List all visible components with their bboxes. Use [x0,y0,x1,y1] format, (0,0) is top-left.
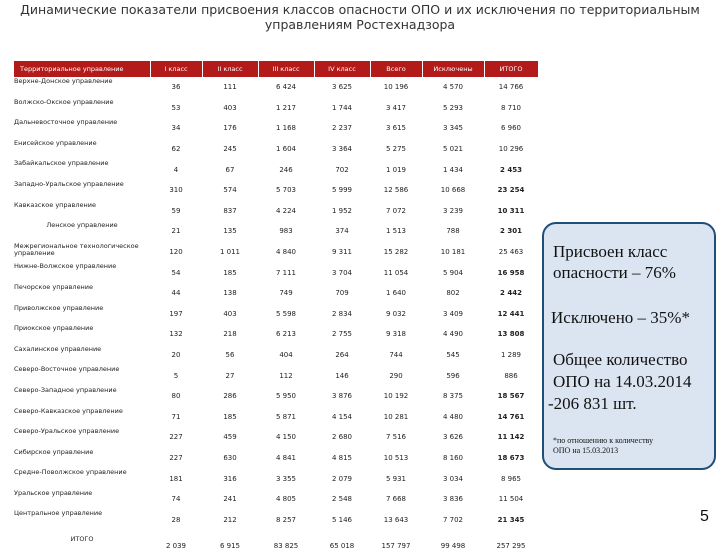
value-cell: 1 952 [331,206,353,215]
value-cell: 5 703 [275,186,297,195]
value-cell: 459 [223,433,237,442]
value-cell: 702 [335,165,349,174]
table-header-row [14,61,538,77]
table-row [14,448,538,469]
value-cell: 44 [171,289,181,298]
region-name-cell: Кавказское управление [14,200,96,209]
footnote [553,436,653,455]
region-name-cell: Енисейское управление [14,138,97,147]
table-row [14,98,538,119]
region-name-cell: ИТОГО [70,535,94,544]
value-cell: 20 [171,351,181,360]
value-cell: 6 424 [275,83,297,92]
value-cell: 54 [171,268,181,277]
region-name-cell: Северо-Кавказское управление [14,406,123,415]
value-cell: 403 [223,103,237,112]
value-cell: 1 019 [385,165,407,174]
value-cell: 5 [173,371,179,380]
total-line-3: -206 831 шт. [548,394,637,413]
value-cell: 227 [169,433,183,442]
value-cell: 3 876 [331,392,353,401]
region-name-cell: Приокское управление [14,324,94,333]
value-cell: 630 [223,453,237,462]
value-cell: 316 [223,474,237,483]
value-cell: 802 [446,289,460,298]
value-cell: 4 224 [275,206,297,215]
value-cell: 3 355 [275,474,297,483]
value-cell: 15 282 [383,248,409,257]
value-cell: 23 254 [497,186,525,195]
value-cell: 5 904 [442,268,464,277]
table-row [14,262,538,283]
table-row [14,468,538,489]
region-name-cell: Нижне-Волжское управление [14,262,117,271]
table-row [14,201,538,222]
value-cell: 5 931 [385,474,407,483]
column-header: Исключены [422,61,484,77]
value-cell: 36 [171,83,181,92]
value-cell: 227 [169,453,183,462]
footnote-line-1: *по отношению к количеству [553,436,654,445]
value-cell: 3 626 [442,433,464,442]
value-cell: 157 797 [381,541,411,550]
value-cell: 837 [223,206,237,215]
value-cell: 218 [223,330,237,339]
region-name-cell: Сахалинское управление [14,344,102,353]
table-row [14,407,538,428]
value-cell: 138 [223,289,237,298]
region-name-cell: Северо-Западное управление [14,385,117,394]
value-cell: 67 [225,165,235,174]
value-cell: 3 836 [442,495,464,504]
statistics-table [14,61,539,550]
value-cell: 4 [173,165,179,174]
table-row [14,221,538,242]
value-cell: 10 513 [383,453,409,462]
value-cell: 310 [169,186,183,195]
value-cell: 25 463 [498,248,524,257]
value-cell: 11 054 [383,268,409,277]
assigned-line-1: Присвоен класс [553,242,668,261]
value-cell: 545 [446,351,460,360]
value-cell: 374 [335,227,349,236]
value-cell: 5 999 [331,186,353,195]
value-cell: 132 [169,330,183,339]
value-cell: 1 604 [275,145,297,154]
value-cell: 10 196 [383,83,409,92]
summary-box [542,222,716,470]
table-row [14,427,538,448]
value-cell: 10 668 [440,186,466,195]
value-cell: 290 [389,371,403,380]
region-name-cell: Уральское управление [14,488,93,497]
table-row [14,77,538,98]
value-cell: 2 079 [331,474,353,483]
page-number: 5 [700,508,709,525]
value-cell: 1 434 [442,165,464,174]
value-cell: 112 [279,371,293,380]
value-cell: 7 516 [385,433,407,442]
value-cell: 12 586 [383,186,409,195]
value-cell: 176 [223,124,237,133]
value-cell: 56 [225,351,235,360]
value-cell: 5 871 [275,412,297,421]
total-line-1: Общее количество [553,350,688,369]
value-cell: 1 011 [219,248,241,257]
value-cell: 886 [504,371,518,380]
region-name-cell: Дальневосточное управление [14,118,118,127]
value-cell: 2 548 [331,495,353,504]
value-cell: 34 [171,124,181,133]
value-cell: 3 364 [331,145,353,154]
value-cell: 80 [171,392,181,401]
region-name-cell: Межрегиональное технологическое управление [14,241,139,258]
table-row [14,242,538,263]
table-row [14,365,538,386]
value-cell: 8 710 [500,103,522,112]
value-cell: 146 [335,371,349,380]
value-cell: 749 [279,289,293,298]
value-cell: 788 [446,227,460,236]
value-cell: 53 [171,103,181,112]
value-cell: 3 239 [442,206,464,215]
region-name-cell: Центральное управление [14,509,103,518]
value-cell: 596 [446,371,460,380]
value-cell: 3 345 [442,124,464,133]
table-body [14,77,538,550]
value-cell: 212 [223,515,237,524]
value-cell: 5 275 [385,145,407,154]
value-cell: 6 915 [219,541,241,550]
value-cell: 14 766 [498,83,524,92]
value-cell: 5 146 [331,515,353,524]
region-name-cell: Печорское управление [14,282,94,291]
value-cell: 4 150 [275,433,297,442]
value-cell: 4 154 [331,412,353,421]
value-cell: 3 409 [442,309,464,318]
value-cell: 7 072 [385,206,407,215]
value-cell: 10 181 [440,248,466,257]
statistics-table-container [14,61,538,550]
value-cell: 1 513 [385,227,407,236]
region-name-cell: Забайкальское управление [14,159,109,168]
value-cell: 3 034 [442,474,464,483]
value-cell: 21 [171,227,181,236]
table-row [14,509,538,530]
value-cell: 1 217 [275,103,297,112]
region-name-cell: Ленское управление [46,221,118,230]
table-row [14,345,538,366]
value-cell: 6 213 [275,330,297,339]
value-cell: 111 [223,83,237,92]
value-cell: 13 643 [383,515,409,524]
table-row [14,386,538,407]
value-cell: 4 480 [442,412,464,421]
value-cell: 7 111 [275,268,297,277]
value-cell: 71 [171,412,181,421]
value-cell: 13 808 [497,330,525,339]
value-cell: 7 668 [385,495,407,504]
value-cell: 709 [335,289,349,298]
value-cell: 4 805 [275,495,297,504]
value-cell: 241 [223,495,237,504]
value-cell: 2 442 [500,289,522,298]
value-cell: 10 281 [383,412,409,421]
value-cell: 62 [171,145,181,154]
value-cell: 1 640 [385,289,407,298]
value-cell: 12 441 [497,309,525,318]
value-cell: 5 021 [442,145,464,154]
value-cell: 10 311 [497,206,525,215]
footnote-line-2: ОПО на 15.03.2013 [553,445,619,455]
region-name-cell: Средне-Поволжское управление [14,468,127,477]
value-cell: 65 018 [329,541,355,550]
value-cell: 8 965 [500,474,522,483]
value-cell: 2 755 [331,330,353,339]
assigned-line-2: опасности – 76% [553,263,676,282]
table-row [14,304,538,325]
value-cell: 1 289 [500,351,522,360]
value-cell: 6 960 [500,124,522,133]
table-row [14,180,538,201]
value-cell: 27 [225,371,235,380]
table-row [14,283,538,304]
value-cell: 21 345 [497,515,525,524]
value-cell: 8 375 [442,392,464,401]
value-cell: 2 680 [331,433,353,442]
table-row [14,324,538,345]
value-cell: 11 504 [498,495,524,504]
value-cell: 4 490 [442,330,464,339]
table-row [14,489,538,510]
value-cell: 5 598 [275,309,297,318]
value-cell: 10 192 [383,392,409,401]
value-cell: 4 815 [331,453,353,462]
value-cell: 8 257 [275,515,297,524]
value-cell: 744 [389,351,403,360]
title-line-2: управлениям Ростехнадзора [264,17,456,32]
value-cell: 286 [223,392,237,401]
value-cell: 9 311 [331,248,353,257]
value-cell: 2 301 [500,227,522,236]
value-cell: 257 295 [496,541,526,550]
page-title [0,2,720,32]
value-cell: 3 417 [385,103,407,112]
value-cell: 120 [169,248,183,257]
value-cell: 9 318 [385,330,407,339]
value-cell: 264 [335,351,349,360]
value-cell: 14 761 [497,412,525,421]
value-cell: 28 [171,515,181,524]
value-cell: 99 498 [440,541,466,550]
value-cell: 7 702 [442,515,464,524]
value-cell: 18 673 [497,453,525,462]
column-header: Территориальное управление [14,61,150,77]
value-cell: 2 453 [500,165,522,174]
value-cell: 983 [279,227,293,236]
value-cell: 4 840 [275,248,297,257]
value-cell: 135 [223,227,237,236]
value-cell: 3 615 [385,124,407,133]
total-line-2: ОПО на 14.03.2014 [553,372,692,391]
excluded-line: Исключено – 35%* [551,308,690,327]
value-cell: 574 [223,186,237,195]
value-cell: 74 [171,495,181,504]
table-row [14,139,538,160]
value-cell: 185 [223,412,237,421]
column-header: ИТОГО [484,61,538,77]
column-header: II класс [202,61,258,77]
value-cell: 2 039 [165,541,187,550]
value-cell: 16 958 [497,268,525,277]
column-header: I класс [150,61,202,77]
value-cell: 2 834 [331,309,353,318]
value-cell: 10 296 [498,145,524,154]
value-cell: 1 744 [331,103,353,112]
value-cell: 4 841 [275,453,297,462]
table-row [14,159,538,180]
column-header: IV класс [314,61,370,77]
value-cell: 404 [279,351,293,360]
region-name-cell: Сибирское управление [14,447,94,456]
value-cell: 5 950 [275,392,297,401]
column-header: III класс [258,61,314,77]
value-cell: 3 625 [331,83,353,92]
value-cell: 3 704 [331,268,353,277]
title-line-1: Динамические показатели присвоения классов опасности ОПО и их исключения по территориальным [20,2,700,17]
region-name-cell: Западно-Уральское управление [14,179,124,188]
value-cell: 83 825 [273,541,299,550]
region-name-cell: Приволжское управление [14,303,104,312]
region-name-cell: Северо-Уральское управление [14,427,120,436]
value-cell: 18 567 [497,392,525,401]
value-cell: 1 168 [275,124,297,133]
table-row [14,118,538,139]
region-name-cell: Волжско-Окское управление [14,97,114,106]
value-cell: 403 [223,309,237,318]
value-cell: 2 237 [331,124,353,133]
value-cell: 4 570 [442,83,464,92]
value-cell: 5 293 [442,103,464,112]
value-cell: 185 [223,268,237,277]
value-cell: 59 [171,206,181,215]
value-cell: 11 142 [497,433,525,442]
value-cell: 197 [169,309,183,318]
value-cell: 9 032 [385,309,407,318]
region-name-cell: Северо-Восточное управление [14,365,120,374]
column-header: Всего [370,61,422,77]
value-cell: 246 [279,165,293,174]
value-cell: 181 [169,474,183,483]
region-name-cell: Верхне-Донское управление [14,77,113,85]
value-cell: 8 160 [442,453,464,462]
value-cell: 245 [223,145,237,154]
